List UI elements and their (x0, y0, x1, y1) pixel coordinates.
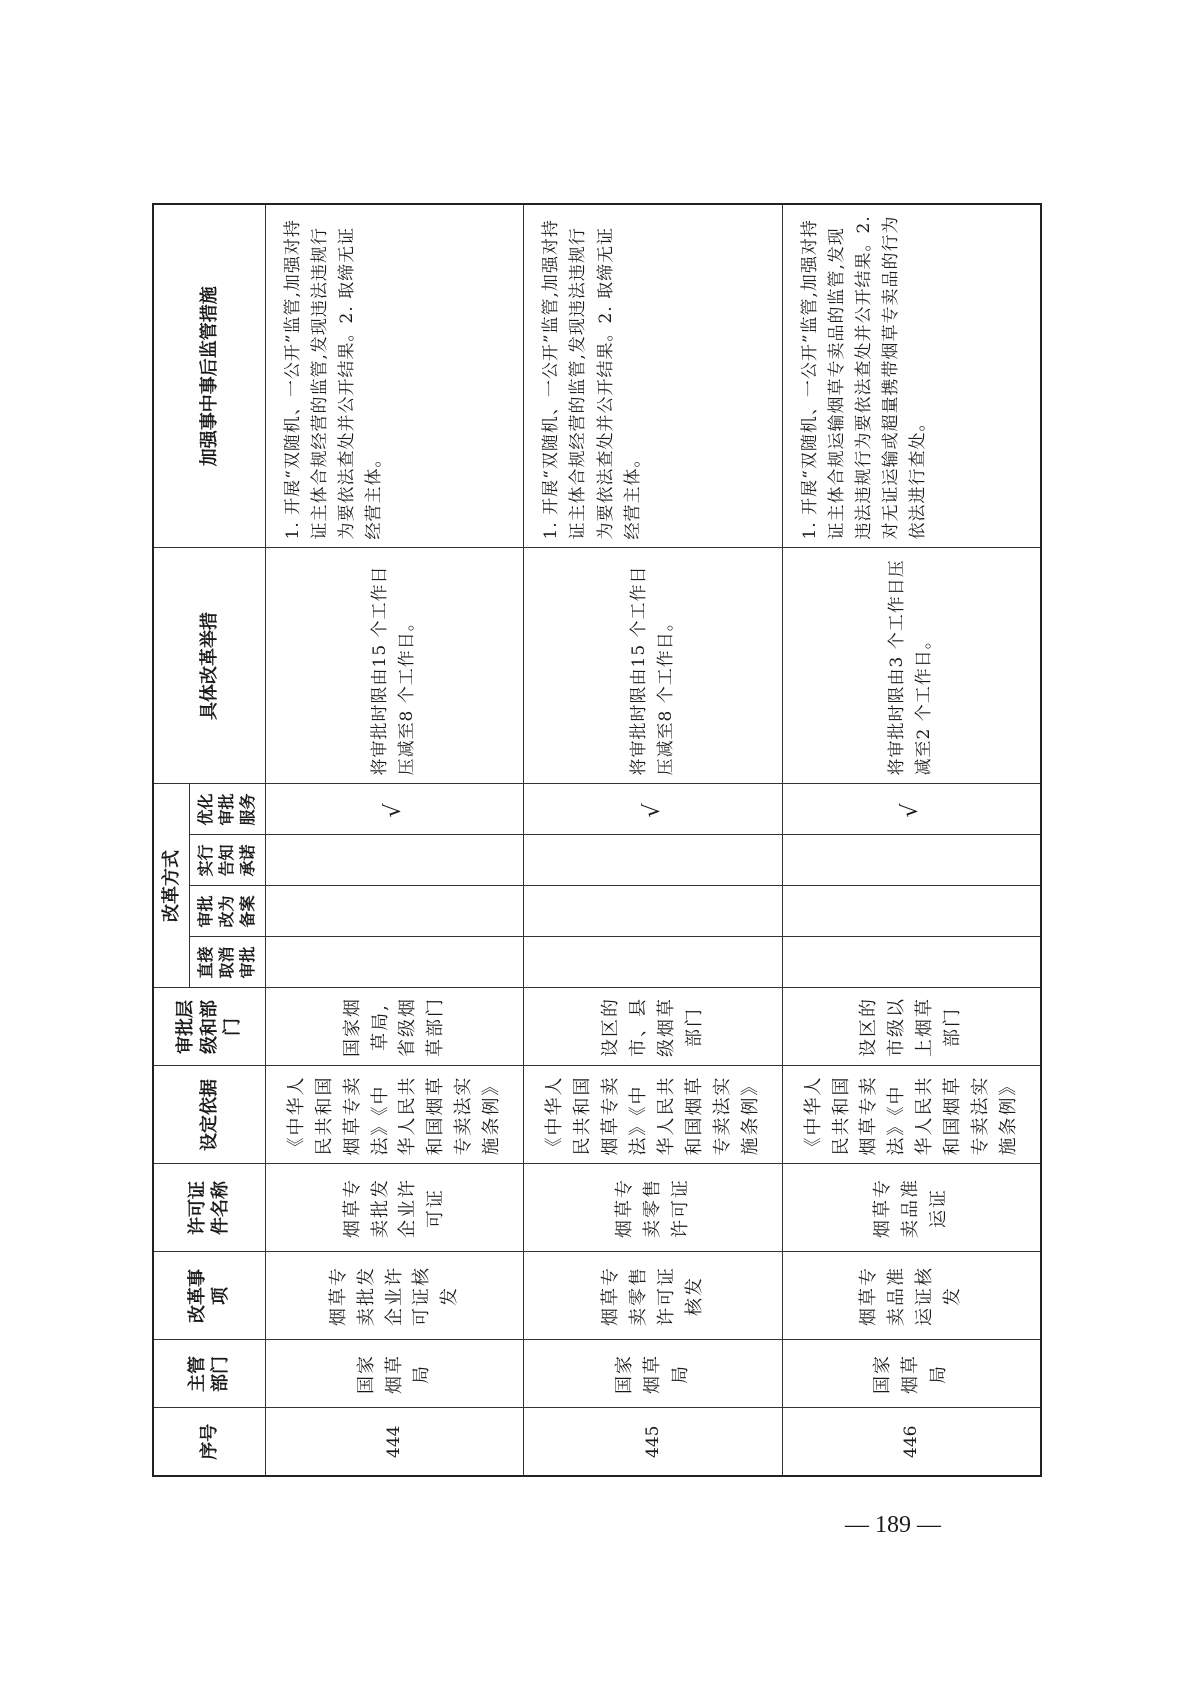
rotated-table-container (152, 205, 1042, 1477)
row-mode-record (524, 886, 782, 937)
row-license: 烟草专卖零售许可证 (524, 1164, 782, 1252)
header-item: 改革事项 (153, 1252, 265, 1340)
row-dept: 国家烟草局 (782, 1340, 1041, 1408)
table-row (265, 204, 523, 1476)
header-mode-optimize: 优化审批服务 (190, 784, 265, 835)
row-measures: 1. 开展“双随机、一公开”监管,加强对持证主体合规经营的监管,发现违法违规行为要依法查处并公开结果。2. 取缔无证经营主体。 (524, 204, 782, 548)
header-mode-record: 审批改为备案 (190, 886, 265, 937)
row-mode-cancel (782, 937, 1041, 988)
header-basis: 设定依据 (153, 1066, 265, 1164)
row-measures: 1. 开展“双随机、一公开”监管,加强对持证主体合规经营的监管,发现违法违规行为要依法查处并公开结果。2. 取缔无证经营主体。 (265, 204, 523, 548)
page-number: — 189 — (845, 1512, 941, 1538)
row-mode-cancel (524, 937, 782, 988)
row-mode-notify (782, 835, 1041, 886)
row-mode-optimize-check: √ (524, 784, 782, 835)
header-reform: 具体改革举措 (153, 548, 265, 784)
row-level: 设区的市级以上烟草部门 (782, 988, 1041, 1066)
row-measures: 1. 开展“双随机、一公开”监管,加强对持证主体合规运输烟草专卖品的监管,发现违法违规行为要依法查处并公开结果。2. 对无证运输或超量携带烟草专卖品的行为依法进行查处。 (782, 204, 1041, 548)
row-mode-optimize-check: √ (782, 784, 1041, 835)
row-reform: 将审批时限由3 个工作日压减至2 个工作日。 (782, 548, 1041, 784)
header-reform-mode: 改革方式 (153, 784, 190, 988)
table-row (782, 204, 1041, 1476)
row-license: 烟草专卖品准运证 (782, 1164, 1041, 1252)
header-measures: 加强事中事后监管措施 (153, 204, 265, 548)
row-reform: 将审批时限由15 个工作日压减至8 个工作日。 (524, 548, 782, 784)
row-item: 烟草专卖品准运证核发 (782, 1252, 1041, 1340)
row-item: 烟草专卖批发企业许可证核发 (265, 1252, 523, 1340)
row-mode-record (782, 886, 1041, 937)
row-level: 国家烟草局,省级烟草部门 (265, 988, 523, 1066)
header-license: 许可证件名称 (153, 1164, 265, 1252)
row-mode-notify (524, 835, 782, 886)
row-dept: 国家烟草局 (524, 1340, 782, 1408)
header-mode-cancel: 直接取消审批 (190, 937, 265, 988)
row-basis: 《中华人民共和国烟草专卖法》《中华人民共和国烟草专卖法实施条例》 (782, 1066, 1041, 1164)
row-basis: 《中华人民共和国烟草专卖法》《中华人民共和国烟草专卖法实施条例》 (524, 1066, 782, 1164)
header-level: 审批层级和部门 (153, 988, 265, 1066)
header-dept: 主管部门 (153, 1340, 265, 1408)
row-seq: 444 (265, 1408, 523, 1476)
row-reform: 将审批时限由15 个工作日压减至8 个工作日。 (265, 548, 523, 784)
row-mode-cancel (265, 937, 523, 988)
row-dept: 国家烟草局 (265, 1340, 523, 1408)
reform-items-table (152, 203, 1042, 1477)
header-seq: 序号 (153, 1408, 265, 1476)
header-mode-notify: 实行告知承诺 (190, 835, 265, 886)
row-basis: 《中华人民共和国烟草专卖法》《中华人民共和国烟草专卖法实施条例》 (265, 1066, 523, 1164)
row-mode-record (265, 886, 523, 937)
row-license: 烟草专卖批发企业许可证 (265, 1164, 523, 1252)
header-row-1 (153, 204, 190, 1476)
table-row (524, 204, 782, 1476)
row-level: 设区的市、县级烟草部门 (524, 988, 782, 1066)
row-item: 烟草专卖零售许可证核发 (524, 1252, 782, 1340)
row-mode-notify (265, 835, 523, 886)
row-seq: 445 (524, 1408, 782, 1476)
row-seq: 446 (782, 1408, 1041, 1476)
row-mode-optimize-check: √ (265, 784, 523, 835)
